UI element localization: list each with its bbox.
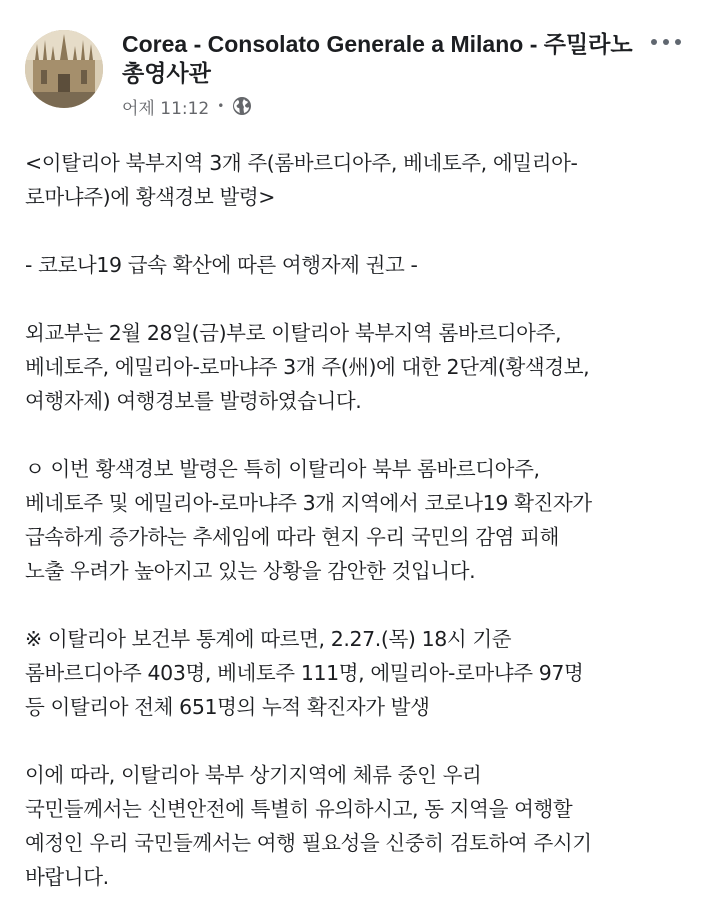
post-text-line: 등 이탈리아 전체 651명의 누적 확진자가 발생 [25,695,430,719]
post-text-line: 예정인 우리 국민들께서는 여행 필요성을 신중히 검토하여 주시기 [25,831,592,855]
post-text-line: 이에 따라, 이탈리아 북부 상기지역에 체류 중인 우리 [25,763,482,787]
post-timestamp[interactable]: 어제 11:12 [122,98,210,119]
post-paragraph [25,146,705,214]
post-paragraph [25,758,705,894]
meta-separator: • [217,99,225,113]
post-text-line: 여행자제) 여행경보를 발령하였습니다. [25,389,362,413]
milan-cathedral-avatar [25,30,103,108]
globe-icon[interactable] [232,96,252,116]
post-text-line: 노출 우려가 높아지고 있는 상황을 감안한 것입니다. [25,559,476,583]
post-text-line: 급속하게 증가하는 추세임에 따라 현지 우리 국민의 감염 피해 [25,525,560,549]
post-text-line: 외교부는 2월 28일(금)부로 이탈리아 북부지역 롬바르디아주, [25,321,562,345]
post-text-line: 로마냐주)에 황색경보 발령> [25,185,276,209]
post-text-line: ㅇ 이번 황색경보 발령은 특히 이탈리아 북부 롬바르디아주, [25,457,540,481]
post-text-line: 국민들께서는 신변안전에 특별히 유의하시고, 동 지역을 여행할 [25,797,573,821]
post-paragraph [25,622,705,724]
post-text-line: 롬바르디아주 403명, 베네토주 111명, 에밀리아-로마냐주 97명 [25,661,584,685]
post-paragraph [25,316,705,418]
post-meta [122,94,252,118]
page-avatar[interactable] [25,30,103,108]
more-dot [675,39,681,45]
post-text-line: 바랍니다. [25,865,109,889]
post-paragraph [25,452,705,588]
post-text-line: - 코로나19 급속 확산에 따른 여행자제 권고 - [25,253,418,277]
post-text-line: <이탈리아 북부지역 3개 주(롬바르디아주, 베네토주, 에밀리아- [25,151,578,175]
post-body [25,146,705,894]
post-text-line: 베네토주 및 에밀리아-로마냐주 3개 지역에서 코로나19 확진자가 [25,491,592,515]
post-text-line: ※ 이탈리아 보건부 통계에 따르면, 2.27.(목) 18시 기준 [25,627,512,651]
post-text-line: 베네토주, 에밀리아-로마냐주 3개 주(州)에 대한 2단계(황색경보, [25,355,590,379]
post-paragraph [25,248,705,282]
more-horizontal-icon [651,39,657,45]
more-options-button[interactable] [642,28,690,56]
page-name-link[interactable]: Corea - Consolato Generale a Milano - 주밀라노총영사관 [122,31,633,86]
more-dot [663,39,669,45]
